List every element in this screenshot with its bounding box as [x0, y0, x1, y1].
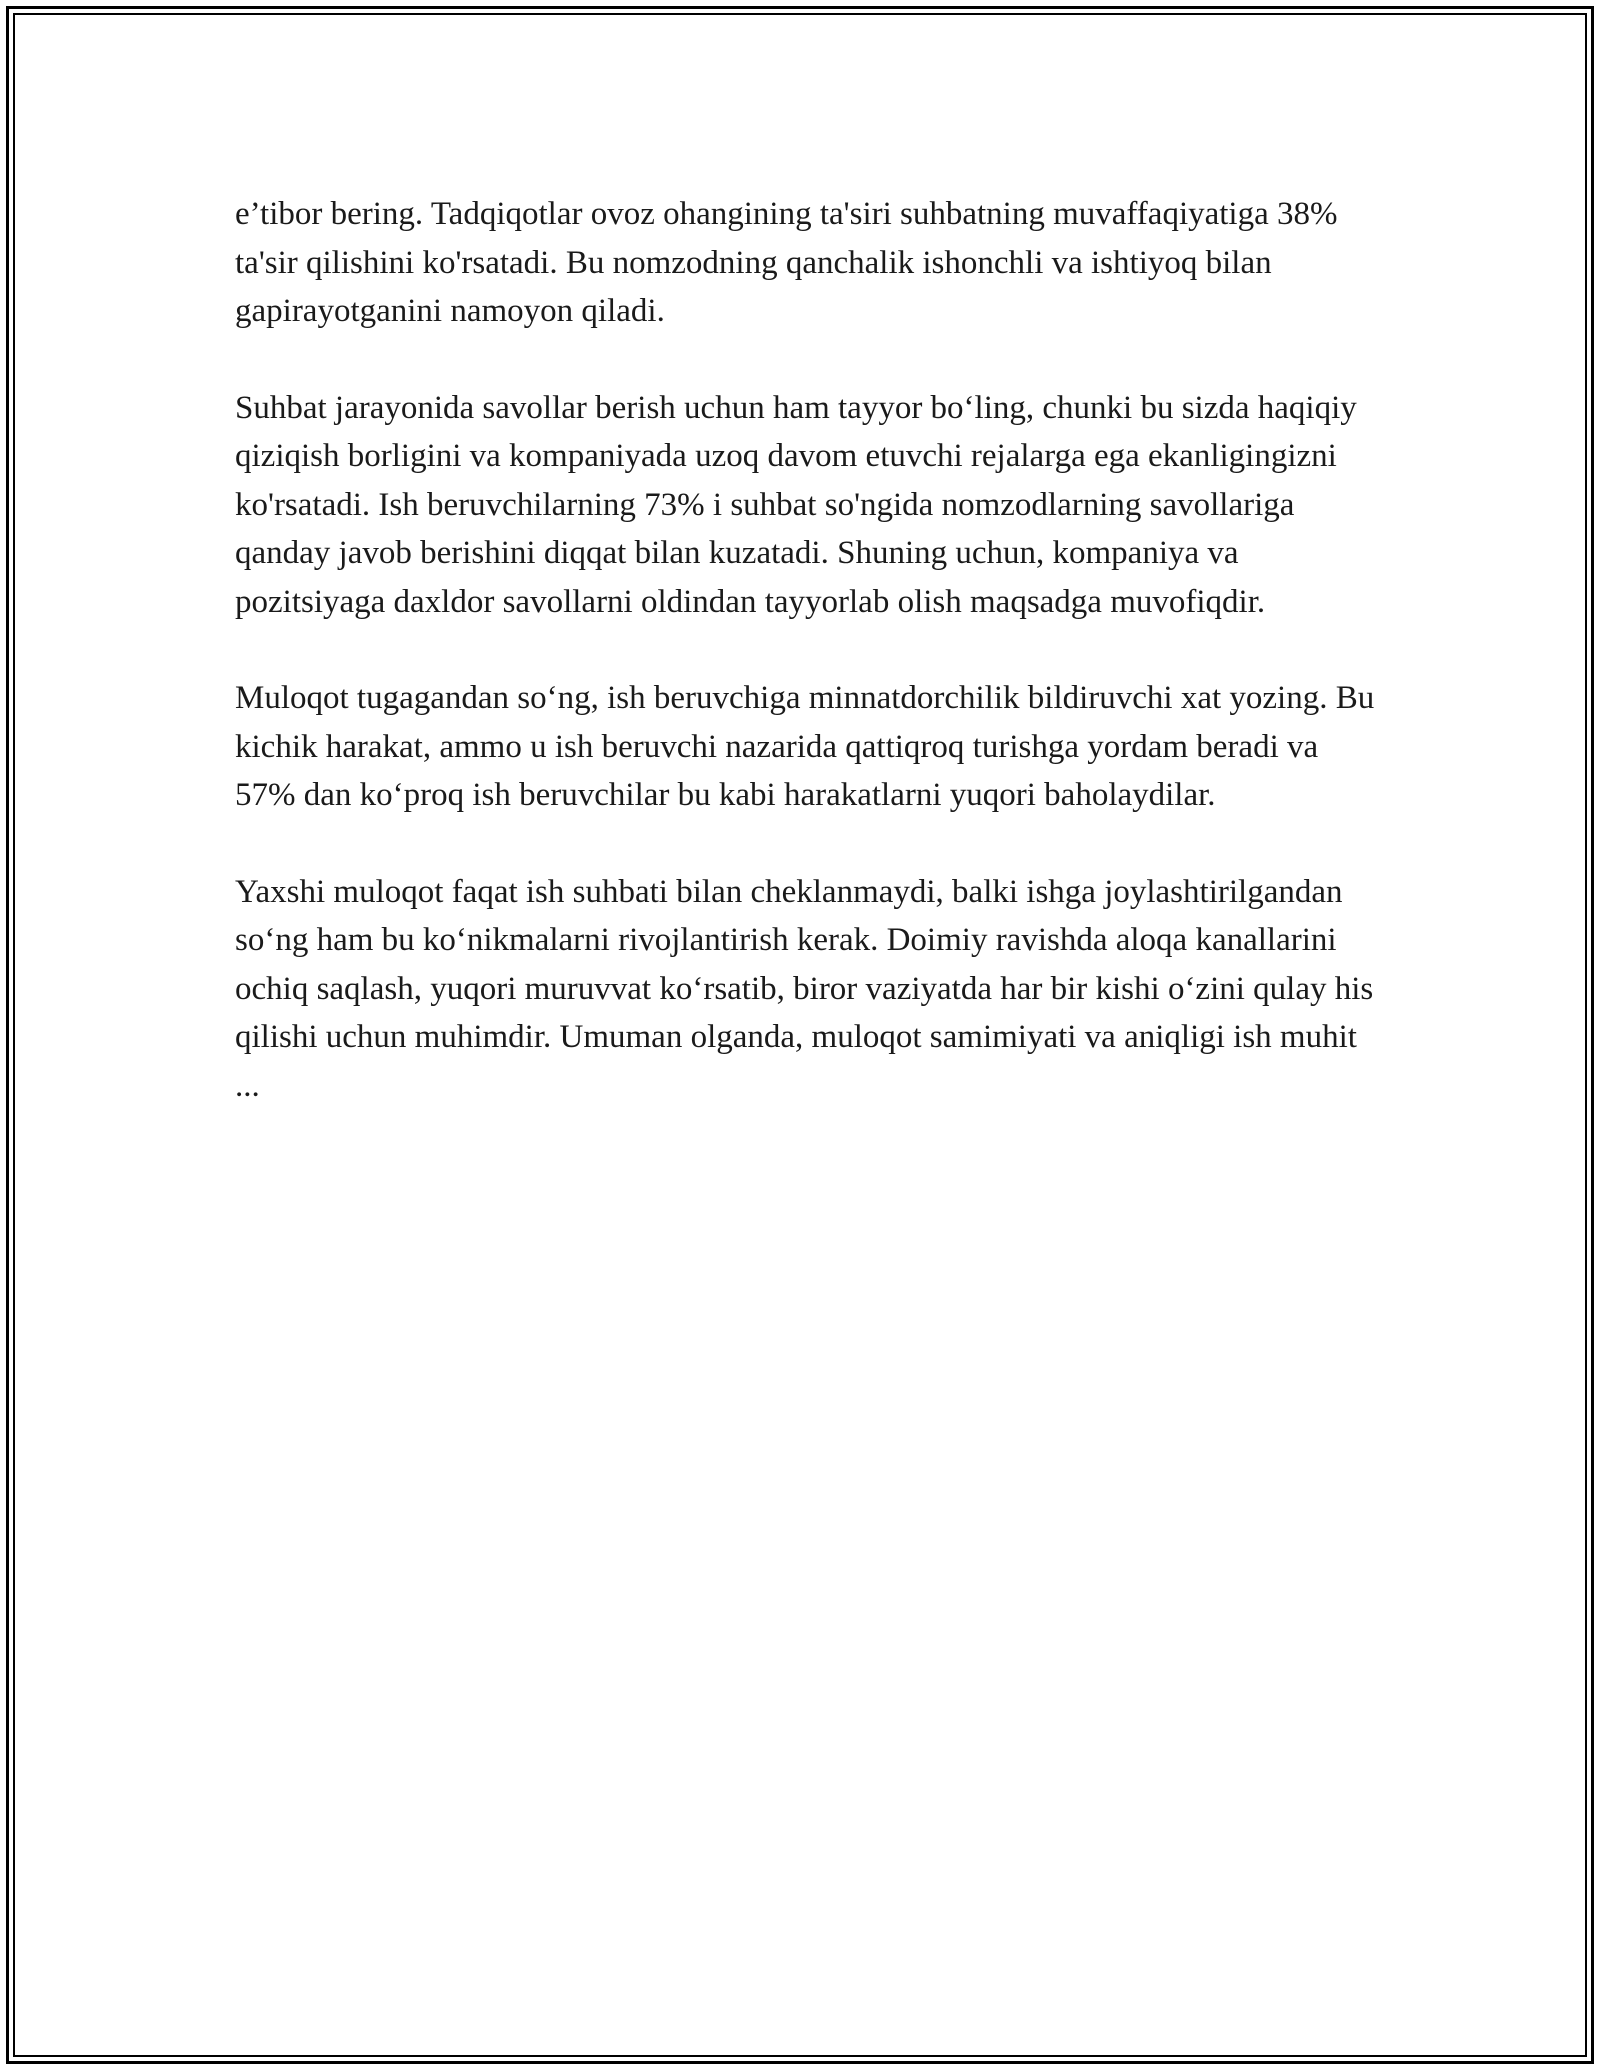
- paragraph: e’tibor bering. Tadqiqotlar ovoz ohangining ta'siri suhbatning muvaffaqiyatiga 38% ta'sir qilishini ko'rsatadi. Bu nomzodning qanchalik ishonchli va ishtiyoq bilan gapirayotganini namoyon qiladi.: [235, 196, 1338, 329]
- paragraph: Muloqot tugagandan so‘ng, ish beruvchiga minnatdorchilik bildiruvchi xat yozing. Bu kichik harakat, ammo u ish beruvchi nazarida qattiqroq turishga yordam beradi va 57% dan ko‘proq ish beruvchilar bu kabi harakatlarni yuqori baholaydilar.: [235, 680, 1375, 813]
- document-body: [235, 190, 1375, 1158]
- paragraph: Yaxshi muloqot faqat ish suhbati bilan cheklanmaydi, balki ishga joylashtirilgandan so‘ng ham bu ko‘nikmalarni rivojlantirish kerak. Doimiy ravishda aloqa kanallarini ochiq saqlash, yuqori muruvvat ko‘rsatib, biror vaziyatda har bir kishi o‘zini qulay his qilishi uchun muhimdir. Umuman olganda, muloqot samimiyati va aniqligi ish muhit ...: [235, 873, 1374, 1104]
- paragraph: Suhbat jarayonida savollar berish uchun ham tayyor bo‘ling, chunki bu sizda haqiqiy qiziqish borligini va kompaniyada uzoq davom etuvchi rejalarga ega ekanligingizni ko'rsatadi. Ish beruvchilarning 73% i suhbat so'ngida nomzodlarning savollariga qanday javob berishini diqqat bilan kuzatadi. Shuning uchun, kompaniya va pozitsiyaga daxldor savollarni oldindan tayyorlab olish maqsadga muvofiqdir.: [235, 389, 1357, 620]
